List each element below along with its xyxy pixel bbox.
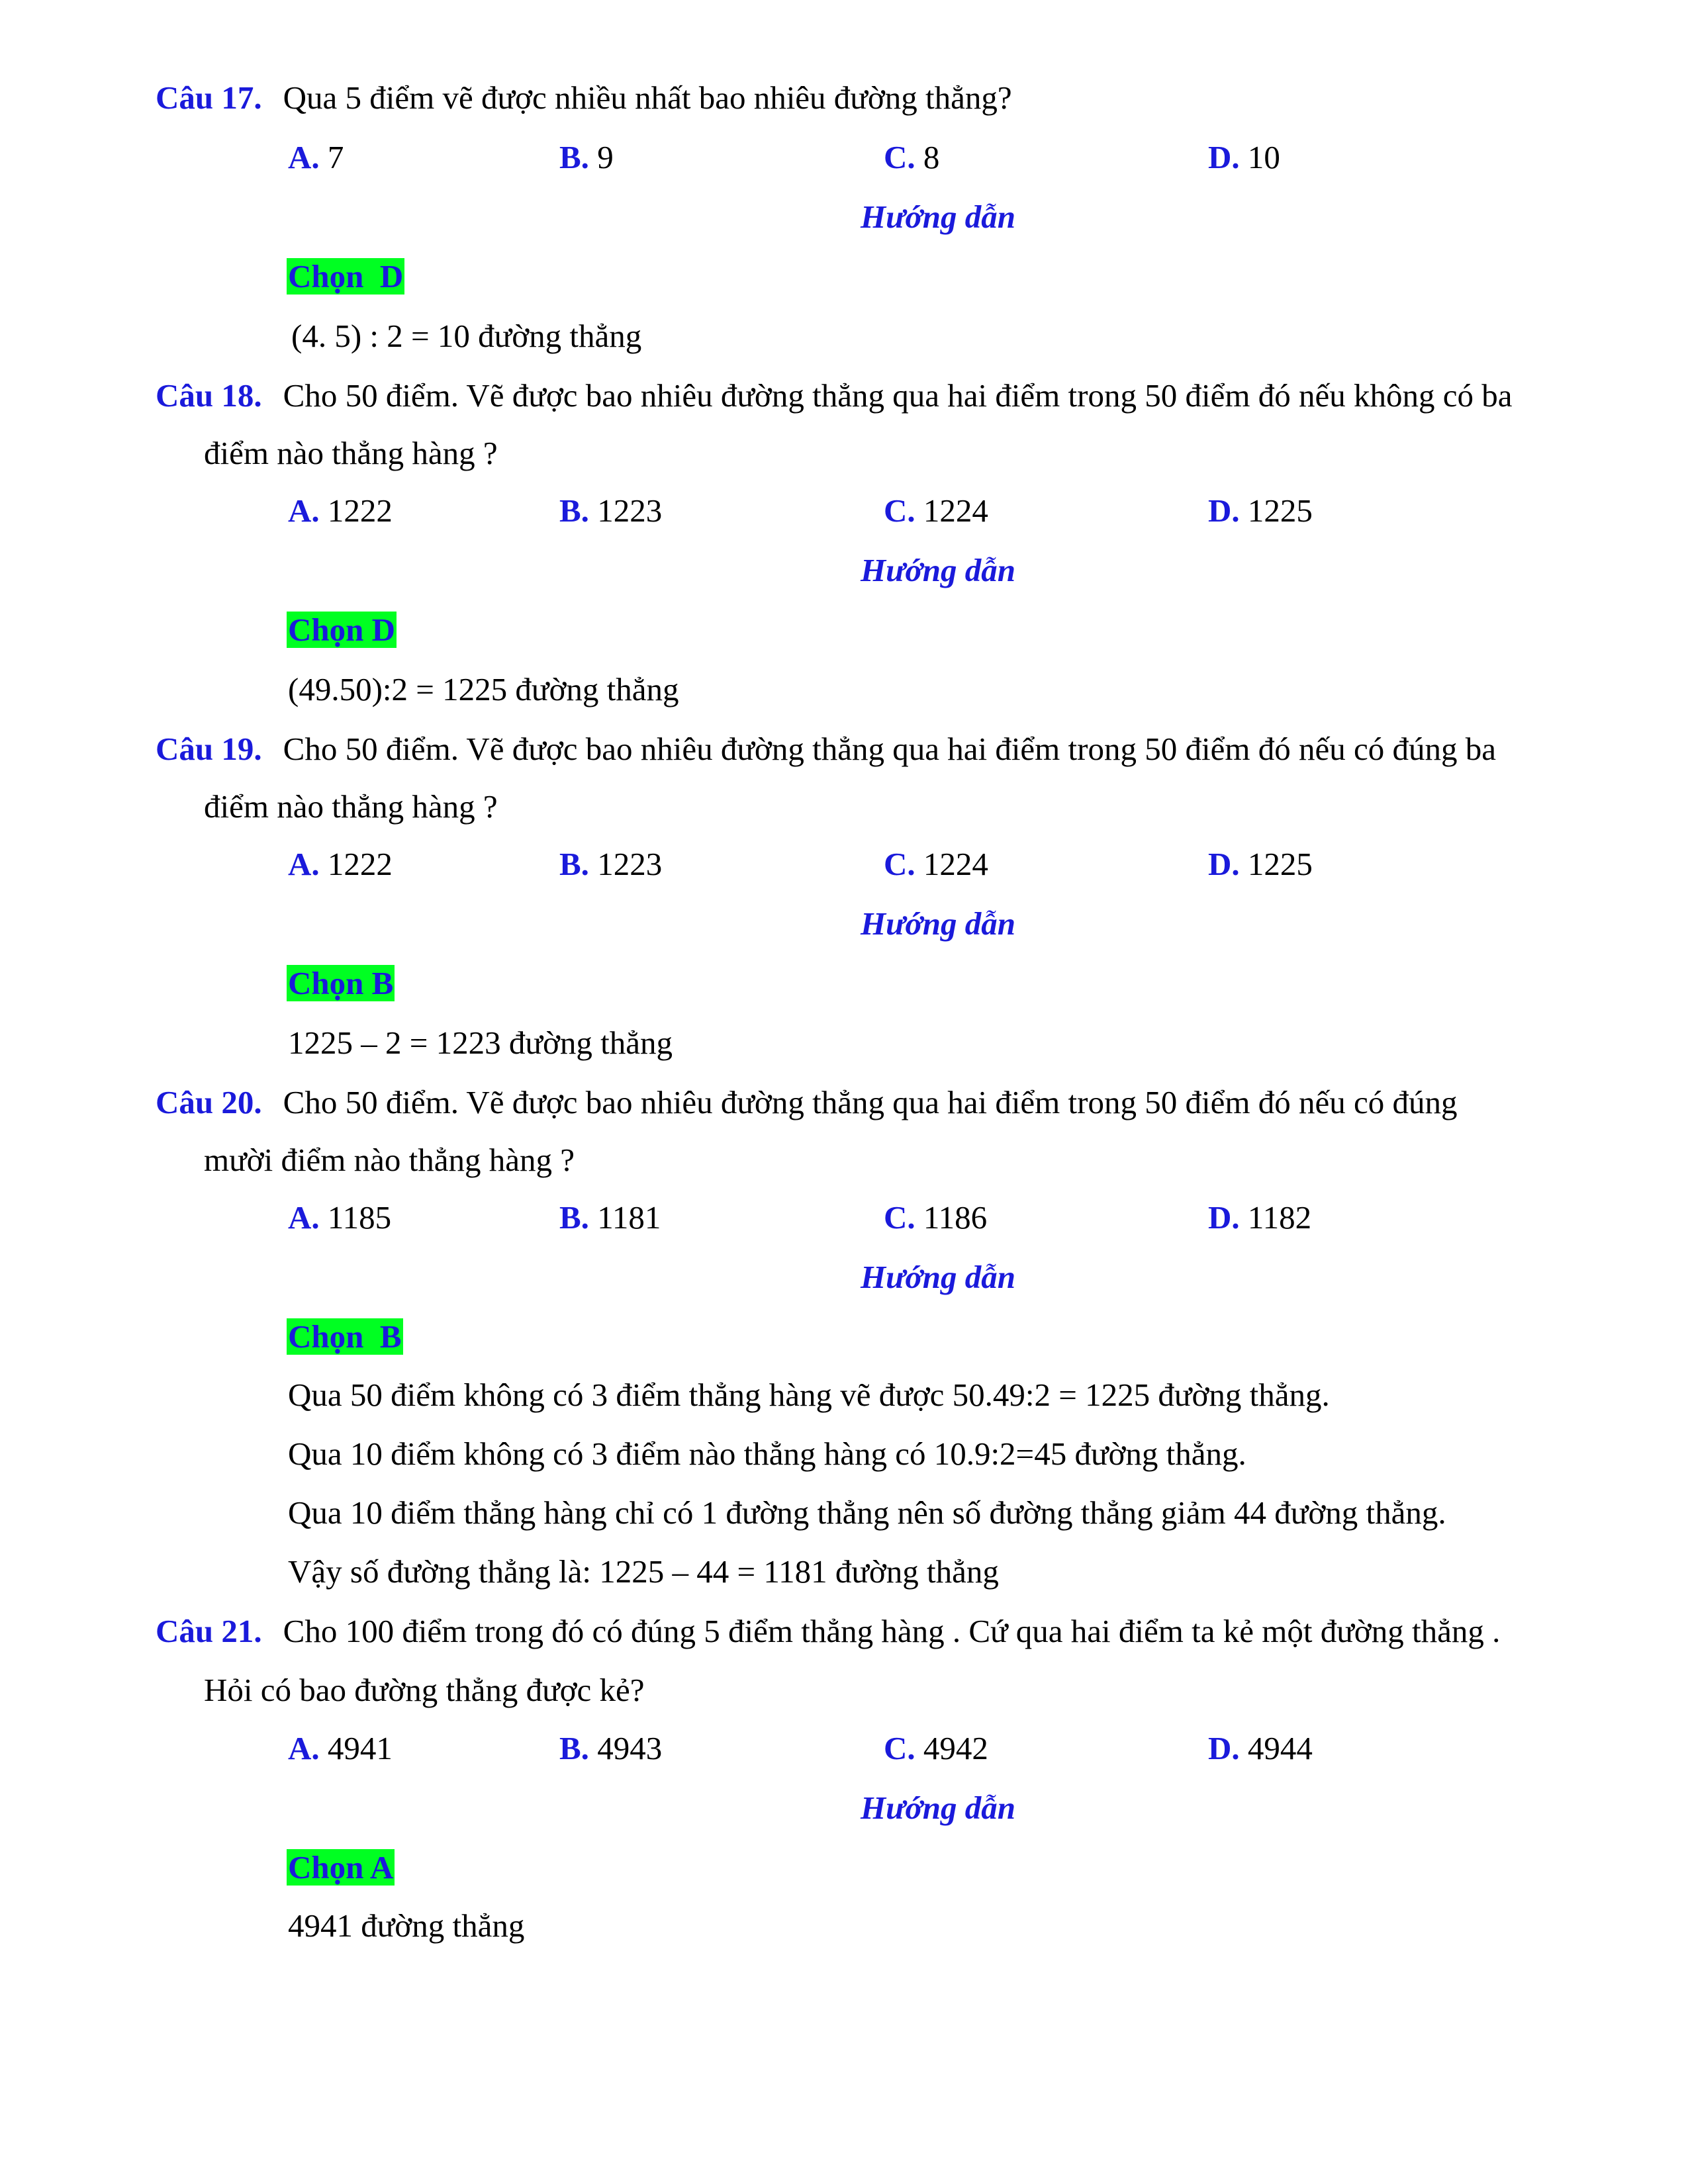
option-d: D. 1225	[1208, 846, 1313, 882]
solution-line: (49.50):2 = 1225 đường thẳng	[288, 671, 679, 707]
question-19	[156, 729, 1496, 769]
answer-choice: Chọn B	[288, 965, 394, 1001]
option-a: A. 4941	[288, 1730, 393, 1766]
solution-line: (4. 5) : 2 = 10 đường thẳng	[291, 318, 642, 354]
option-c: C. 1224	[884, 846, 988, 882]
option-b: B. 9	[559, 139, 614, 175]
question-label: Câu 17.	[156, 79, 262, 116]
option-a: A. 1185	[288, 1199, 392, 1236]
question-label: Câu 20.	[156, 1084, 262, 1120]
option-d: D. 1225	[1208, 492, 1313, 529]
solution-line: 1225 – 2 = 1223 đường thẳng	[288, 1024, 673, 1061]
answer-choice: Chọn B	[288, 1318, 402, 1355]
guide-heading: Hướng dẫn	[861, 1790, 1016, 1826]
solution-line: 4941 đường thẳng	[288, 1907, 525, 1944]
solution-line: Qua 50 điểm không có 3 điểm thẳng hàng vẽ được 50.49:2 = 1225 đường thẳng.	[288, 1377, 1330, 1413]
option-d: D. 10	[1208, 139, 1280, 175]
answer-choice: Chọn A	[288, 1849, 394, 1886]
option-c: C. 8	[884, 139, 940, 175]
option-b: B. 1223	[559, 492, 663, 529]
option-a: A. 7	[288, 139, 344, 175]
guide-heading: Hướng dẫn	[861, 1259, 1016, 1295]
question-label: Câu 19.	[156, 731, 262, 767]
guide-heading: Hướng dẫn	[861, 199, 1016, 235]
question-17	[156, 78, 1012, 118]
option-a: A. 1222	[288, 492, 393, 529]
guide-heading: Hướng dẫn	[861, 552, 1016, 588]
option-c: C. 4942	[884, 1730, 988, 1766]
solution-line: Qua 10 điểm không có 3 điểm nào thẳng hàng có 10.9:2=45 đường thẳng.	[288, 1435, 1246, 1472]
question-text: Cho 100 điểm trong đó có đúng 5 điểm thẳng hàng . Cứ qua hai điểm ta kẻ một đường thẳng .	[283, 1613, 1501, 1649]
question-label: Câu 18.	[156, 377, 262, 414]
question-text-continued: mười điểm nào thẳng hàng ?	[204, 1142, 575, 1178]
question-text-continued: Hỏi có bao đường thẳng được kẻ?	[204, 1672, 645, 1708]
answer-choice: Chọn D	[288, 612, 396, 648]
question-20	[156, 1083, 1457, 1122]
question-text-continued: điểm nào thẳng hàng ?	[204, 435, 498, 471]
question-text: Cho 50 điểm. Vẽ được bao nhiêu đường thẳng qua hai điểm trong 50 điểm đó nếu có đúng ba	[283, 731, 1496, 767]
question-label: Câu 21.	[156, 1613, 262, 1649]
question-18	[156, 376, 1512, 416]
option-c: C. 1224	[884, 492, 988, 529]
answer-choice: Chọn D	[288, 258, 404, 295]
solution-line: Vậy số đường thẳng là: 1225 – 44 = 1181 đường thẳng	[288, 1553, 999, 1590]
option-a: A. 1222	[288, 846, 393, 882]
option-c: C. 1186	[884, 1199, 988, 1236]
option-b: B. 1181	[559, 1199, 661, 1236]
guide-heading: Hướng dẫn	[861, 905, 1016, 942]
question-text: Qua 5 điểm vẽ được nhiều nhất bao nhiêu đường thẳng?	[283, 79, 1012, 116]
question-text: Cho 50 điểm. Vẽ được bao nhiêu đường thẳng qua hai điểm trong 50 điểm đó nếu có đúng	[283, 1084, 1458, 1120]
question-text-continued: điểm nào thẳng hàng ?	[204, 788, 498, 825]
option-b: B. 4943	[559, 1730, 663, 1766]
option-d: D. 4944	[1208, 1730, 1313, 1766]
question-21	[156, 1612, 1500, 1651]
question-text: Cho 50 điểm. Vẽ được bao nhiêu đường thẳng qua hai điểm trong 50 điểm đó nếu không có ba	[283, 377, 1513, 414]
option-b: B. 1223	[559, 846, 663, 882]
solution-line: Qua 10 điểm thẳng hàng chỉ có 1 đường thẳng nên số đường thẳng giảm 44 đường thẳng.	[288, 1494, 1446, 1531]
option-d: D. 1182	[1208, 1199, 1312, 1236]
